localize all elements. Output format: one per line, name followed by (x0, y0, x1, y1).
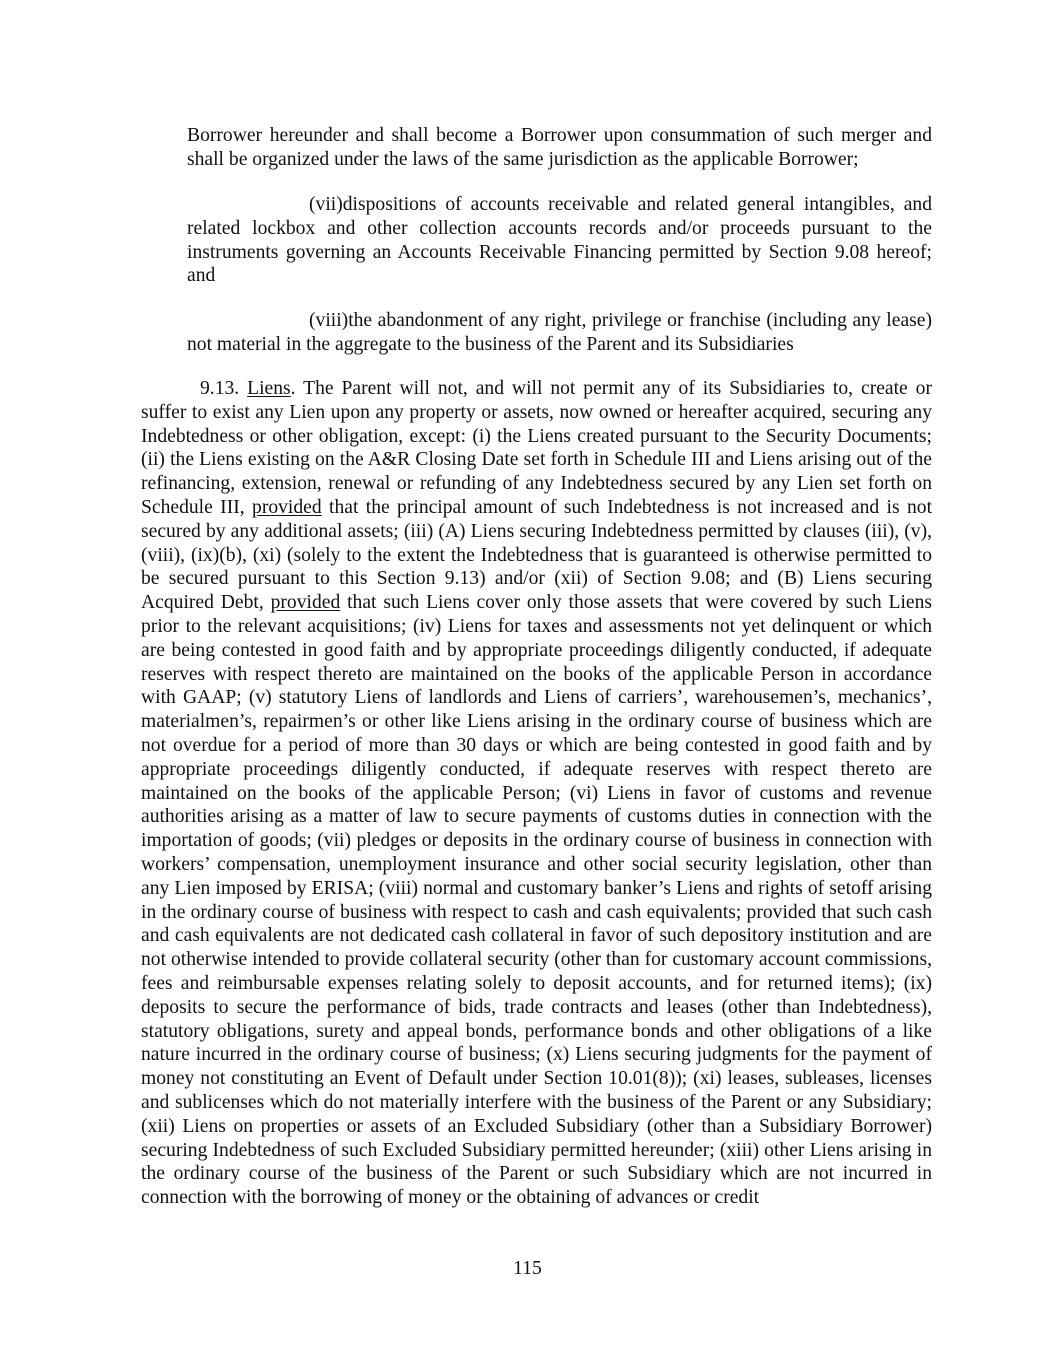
page-number: 115 (513, 1258, 542, 1279)
section-9-13-paragraph (141, 377, 932, 1210)
provided-term-2: provided (270, 592, 341, 614)
section-text-2: that the principal amount of such Indebtedness is not increased and is not secured by any additional assets; (iii) (A) Liens securing Indebtedness permitted by clauses (iii), (v), (viii), (ix)(b), (xi) (solely to the extent the Indebtedness that is guaranteed is otherwise permitted to be secured pursuant to this Section 9.13) and/or (xii) of Section 9.08; and (B) Liens securing Acquired Debt, (141, 496, 933, 614)
continuation-text: Borrower hereunder and shall become a Borrower upon consummation of such merger and shall be organized under the laws of the same jurisdiction as the applicable Borrower; (187, 125, 932, 170)
clause-vii-paragraph (187, 193, 932, 288)
continuation-paragraph (187, 124, 932, 172)
section-text-3: that such Liens cover only those assets that were covered by such Liens prior to the relevant acquisitions; (iv) Liens for taxes and assessments not yet delinquent or which are being contested in good faith and by appropriate proceedings diligently conducted, if adequate reserves with respect thereto are maintained on the books of the applicable Person in accordance with GAAP; (v) statutory Liens of landlords and Liens of carriers’, warehousemen’s, mechanics’, materialmen’s, repairmen’s or other like Liens arising in the ordinary course of business which are not overdue for a period of more than 30 days or which are being contested in good faith and by appropriate proceedings diligently conducted, if adequate reserves with respect thereto are maintained on the books of the applicable Person; (vi) Liens in favor of customs and revenue authorities arising as a matter of law to secure payments of customs duties in connection with the importation of goods; (vii) pledges or deposits in the ordinary course of business in connection with workers’ compensation, unemployment insurance and other social security legislation, other than any Lien imposed by ERISA; (viii) normal and customary banker’s Liens and rights of setoff arising in the ordinary course of business with respect to cash and cash equivalents; provided that such cash and cash equivalents are not dedicated cash collateral in favor of such depository institution and are not otherwise intended to provide collateral security (other than for customary account commissions, fees and reimbursable expenses relating solely to deposit accounts, and for returned items); (ix) deposits to secure the performance of bids, trade contracts and leases (other than Indebtedness), statutory obligations, surety and appeal bonds, performance bonds and other obligations of a like nature incurred in the ordinary course of business; (x) Liens securing judgments for the payment of money not constituting an Event of Default under Section 10.01(8)); (xi) leases, subleases, licenses and sublicenses which do not materially interfere with the business of the Parent or any Subsidiary; (xii) Liens on properties or assets of an Excluded Subsidiary (other than a Subsidiary Borrower) securing Indebtedness of such Excluded Subsidiary permitted hereunder; (xiii) other Liens arising in the ordinary course of the business of the Parent or such Subsidiary which are not incurred in connection with the borrowing of money or the obtaining of advances or credit (141, 592, 933, 1209)
provided-term-1: provided (252, 496, 322, 518)
clause-vii-number: (vii) (309, 194, 343, 215)
section-text-1: . The Parent will not, and will not permit any of its Subsidiaries to, create or suffer to exist any Lien upon any property or assets, now owned or hereafter acquired, securing any Indebtedness or other obligation, except: (i) the Liens created pursuant to the Security Documents; (ii) the Liens existing on the A&R Closing Date set forth in Schedule III and Liens arising out of the refinancing, extension, renewal or refunding of any Indebtedness secured by any Lien set forth on Schedule III, (141, 378, 932, 518)
section-9-13 (141, 377, 932, 1210)
clause-viii-number: (viii) (309, 310, 349, 331)
clause-viii (187, 309, 932, 357)
section-number: 9.13. (200, 378, 240, 399)
section-heading: Liens (247, 378, 291, 399)
clause-vii-text: dispositions of accounts receivable and related general intangibles, and related lockbox and other collection accounts records and/or proceeds pursuant to the instruments governing an Accounts Receivable Financing permitted by Section 9.08 hereof; and (187, 194, 932, 287)
clause-viii-paragraph (187, 309, 932, 357)
clause-vii (187, 193, 932, 288)
clause-viii-text: the abandonment of any right, privilege or franchise (including any lease) not material in the aggregate to the business of the Parent and its Subsidiaries (187, 310, 932, 355)
